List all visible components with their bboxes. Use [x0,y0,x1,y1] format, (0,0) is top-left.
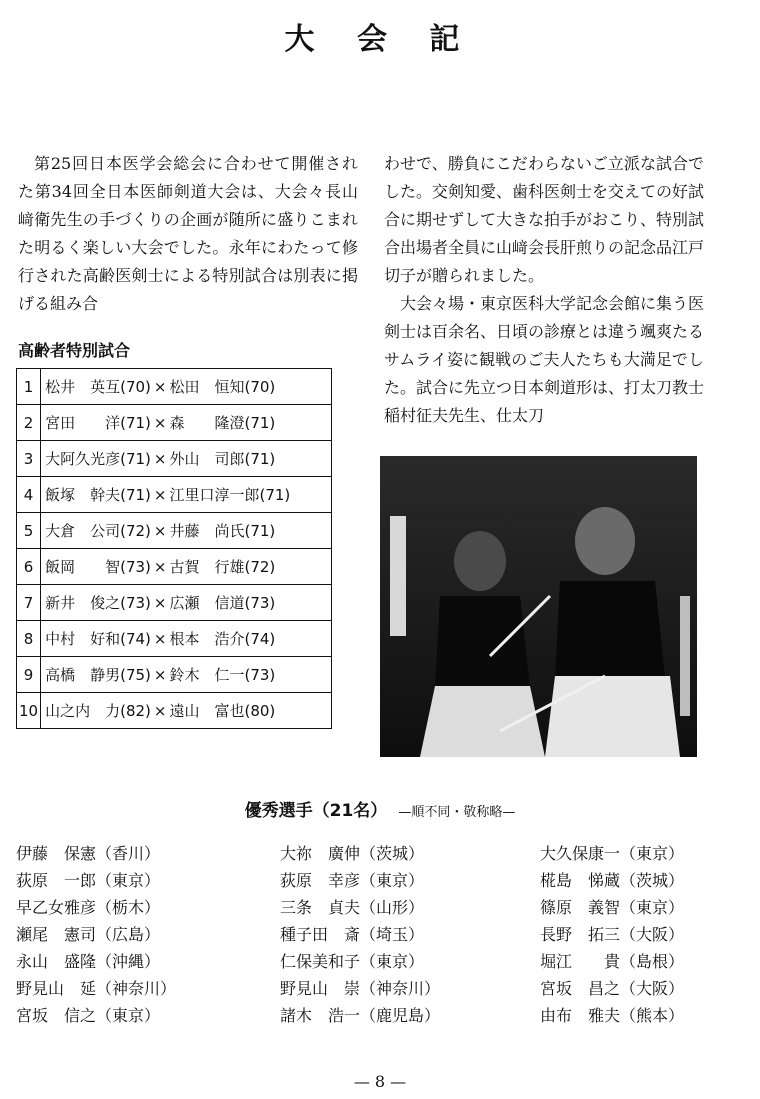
winner-entry: 瀬尾 憲司（広島） [16,925,161,944]
winner-entry: 永山 盛隆（沖縄） [16,952,161,971]
table-row [17,657,332,693]
player-left: 中村 好和(74) [45,630,151,648]
match-number: 10 [17,693,41,729]
player-left: 高橋 静男(75) [45,666,151,684]
versus-mark: × [153,666,167,684]
page-title: 大 会 記 [284,22,476,57]
table-row [17,513,332,549]
winner-entry: 宮坂 信之（東京） [16,1006,161,1025]
match-number: 1 [17,369,41,405]
winners-title: 優秀選手（21名） [244,801,388,821]
match-number: 6 [17,549,41,585]
winner-entry: 野見山 延（神奈川） [16,979,177,998]
match-pair [41,477,332,513]
player-right: 松田 恒知(70) [169,378,276,396]
kendo-photo-image [380,456,697,757]
winners-column-2 [280,840,500,1029]
versus-mark: × [153,594,167,612]
winners-column-1 [16,840,236,1029]
player-left: 宮田 洋(71) [45,414,151,432]
versus-mark: × [153,630,167,648]
winner-entry: 種子田 斎（埼玉） [280,925,425,944]
player-right: 森 隆澄(71) [169,414,276,432]
table-row [17,621,332,657]
winner-entry: 大久保康一（東京） [540,844,685,863]
match-pair [41,549,332,585]
match-number: 9 [17,657,41,693]
winner-entry: 三条 貞夫（山形） [280,898,425,917]
table-row [17,585,332,621]
winner-entry: 大祢 廣伸（茨城） [280,844,425,863]
winner-entry: 仁保美和子（東京） [280,952,425,971]
kendo-kata-photo [380,456,697,757]
match-pair [41,369,332,405]
winner-entry: 野見山 崇（神奈川） [280,979,441,998]
match-pair [41,513,332,549]
match-pair [41,441,332,477]
article-paragraph: 大会々場・東京医科大学記念会館に集う医剣士は百余名、日頃の診療とは違う颯爽たるサムライ姿に観戦のご夫人たちも大満足でした。試合に先立つ日本剣道形は、打太刀教士稲村征夫先生、仕太刀 [384,294,705,425]
table-row [17,405,332,441]
page-number: — 8 — [353,1072,407,1091]
table-row [17,441,332,477]
match-number: 8 [17,621,41,657]
player-right: 広瀬 信道(73) [169,594,276,612]
winner-entry: 長野 拓三（大阪） [540,925,685,944]
winner-entry: 早乙女雅彦（栃木） [16,898,161,917]
match-pair [41,621,332,657]
winner-entry: 椛島 悌蔵（茨城） [540,871,685,890]
table-row [17,549,332,585]
article-left-column [18,150,358,318]
player-right: 外山 司郎(71) [169,450,276,468]
match-number: 7 [17,585,41,621]
player-left: 山之内 力(82) [45,702,151,720]
match-number: 3 [17,441,41,477]
player-right: 古賀 行雄(72) [169,558,276,576]
winner-entry: 篠原 義智（東京） [540,898,685,917]
special-match-heading: 高齢者特別試合 [18,341,131,360]
winner-entry: 荻原 一郎（東京） [16,871,161,890]
player-left: 大阿久光彦(71) [45,450,151,468]
winner-entry: 伊藤 保憲（香川） [16,844,161,863]
winner-entry: 宮坂 昌之（大阪） [540,979,685,998]
player-right: 井藤 尚氏(71) [169,522,276,540]
winner-entry: 荻原 幸彦（東京） [280,871,425,890]
player-right: 遠山 富也(80) [169,702,276,720]
match-pair [41,585,332,621]
versus-mark: × [153,414,167,432]
match-pair [41,693,332,729]
winners-column-3 [540,840,760,1029]
player-right: 根本 浩介(74) [169,630,276,648]
player-left: 飯岡 智(73) [45,558,151,576]
player-left: 新井 俊之(73) [45,594,151,612]
winners-heading [0,796,760,821]
versus-mark: × [153,702,167,720]
versus-mark: × [153,486,167,504]
player-right: 鈴木 仁一(73) [169,666,276,684]
match-number: 5 [17,513,41,549]
match-number: 2 [17,405,41,441]
table-row [17,477,332,513]
winner-entry: 堀江 貴（島根） [540,952,685,971]
match-number: 4 [17,477,41,513]
special-match-table [16,368,332,729]
article-paragraph: わせで、勝負にこだわらないご立派な試合でした。交剣知愛、歯科医剣士を交えての好試合に期せずして大きな拍手がおこり、特別試合出場者全員に山﨑会長肝煎りの記念品江戸切子が贈られました。 [384,154,705,285]
table-row [17,693,332,729]
winner-entry: 諸木 浩一（鹿児島） [280,1006,441,1025]
player-left: 飯塚 幹夫(71) [45,486,151,504]
match-pair [41,405,332,441]
player-left: 松井 英互(70) [45,378,151,396]
table-row [17,369,332,405]
winner-entry: 由布 雅夫（熊本） [540,1006,685,1025]
versus-mark: × [153,522,167,540]
article-right-column [384,150,704,430]
versus-mark: × [153,450,167,468]
player-left: 大倉 公司(72) [45,522,151,540]
article-paragraph: 第25回日本医学会総会に合わせて開催された第34回全日本医師剣道大会は、大会々長山﨑衛先生の手づくりの企画が随所に盛りこまれた明るく楽しい大会でした。永年にわたって修行された高齢医剣士による特別試合は別表に掲げる組み合 [18,154,358,313]
player-right: 江里口淳一郎(71) [169,486,291,504]
match-pair [41,657,332,693]
winners-subtitle: —順不同・敬称略— [398,805,516,820]
versus-mark: × [153,378,167,396]
versus-mark: × [153,558,167,576]
